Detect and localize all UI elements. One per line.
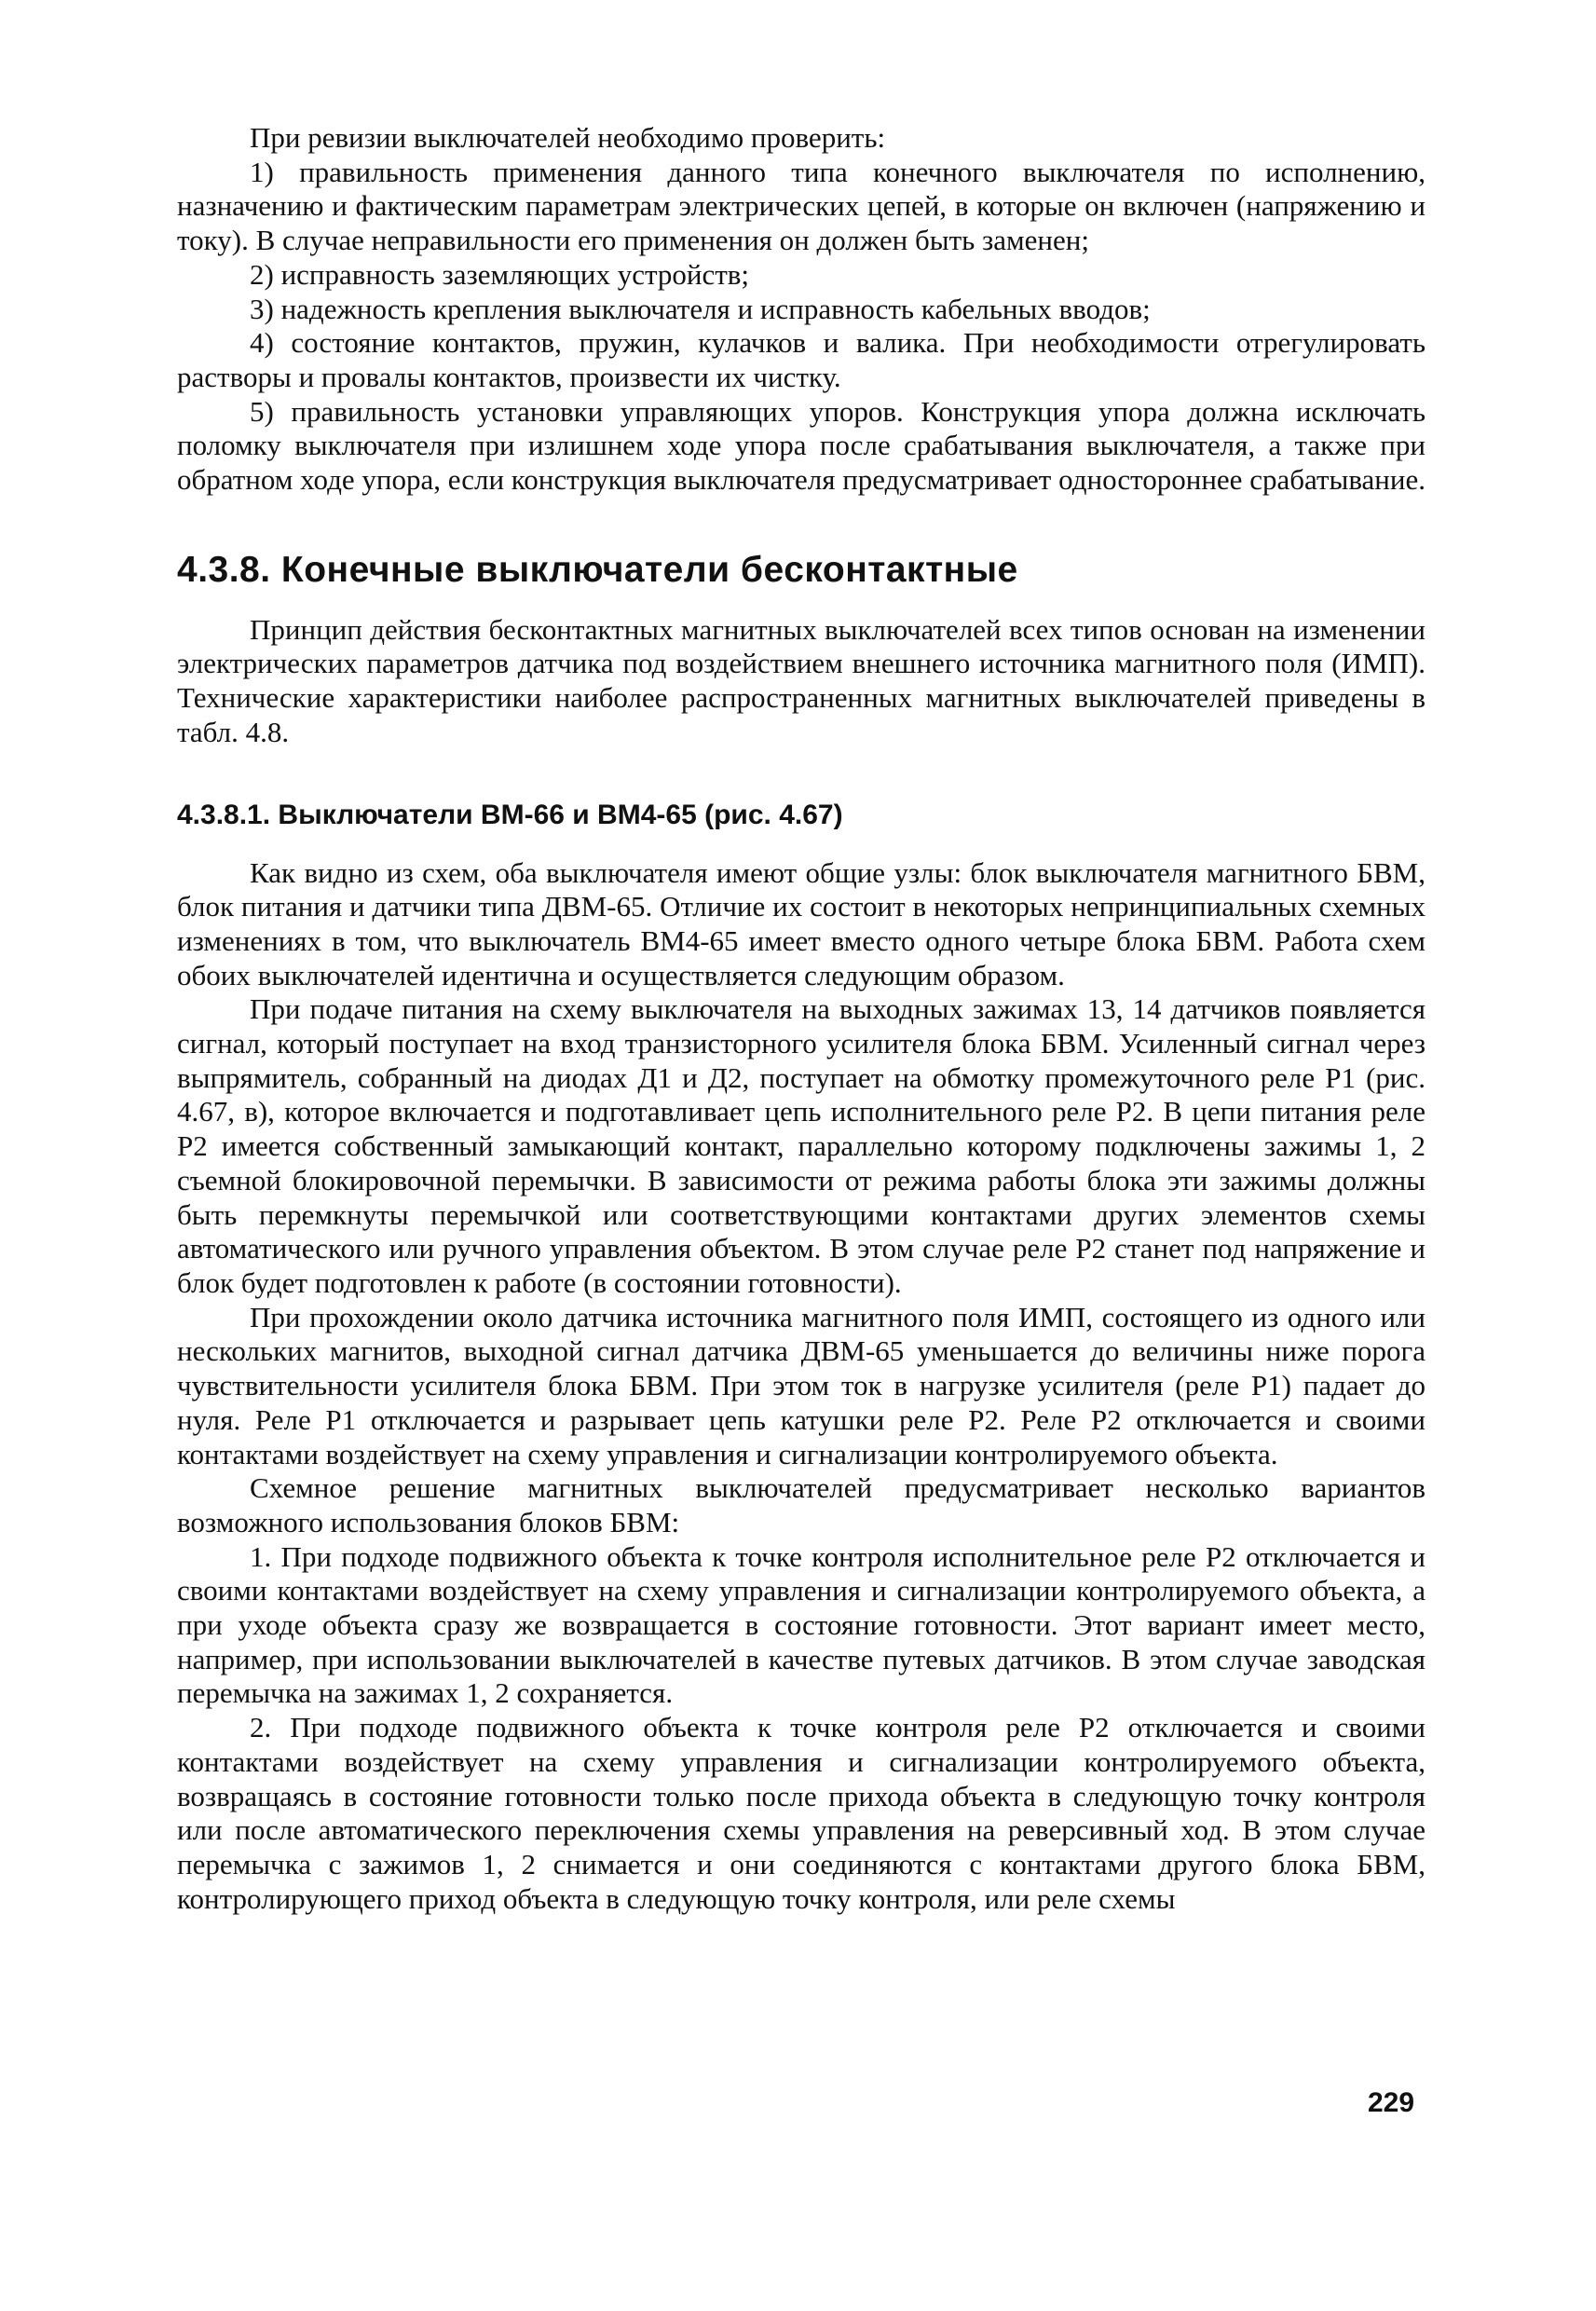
- check-item-2: 2) исправность заземляющих устройств;: [250, 257, 750, 291]
- subsection-heading: 4.3.8.1. Выключатели ВМ-66 и ВМ4-65 (рис. 4.67): [177, 799, 843, 830]
- check-item-4: 4) состояние контактов, пружин, кулачков и валика. При необходимости отрегулировать растворы и провалы контактов, произвести их чистку.: [177, 326, 1425, 393]
- check-item-3: 3) надежность крепления выключателя и исправность кабельных вводов;: [250, 292, 1151, 325]
- section-heading: 4.3.8. Конечные выключатели бесконтактные: [177, 549, 1018, 590]
- page-number: 229: [1368, 2087, 1415, 2118]
- variant-2-paragraph: 2. При подходе подвижного объекта к точке контроля реле Р2 отключается и своими контактами воздействует на схему управления и сигнализации контролируемого объекта, возвращаясь в состояние готовности только после прихода объекта в следующую точку контроля или после автоматического переключения схемы управления на реверсивный ход. В этом случае перемычка с зажимов 1, 2 снимается и они соединяются с контактами другого блока БВМ, контролирующего приход объекта в следующую точку контроля, или реле схемы: [177, 1711, 1425, 1915]
- body-paragraph: При прохождении около датчика источника магнитного поля ИМП, состоящего из одного или нескольких магнитов, выходной сигнал датчика ДВМ-65 уменьшается до величины ниже порога чувствительности усилителя блока БВМ. При этом ток в нагрузке усилителя (реле Р1) падает до нуля. Реле Р1 отключается и разрывает цепь катушки реле Р2. Реле Р2 отключается и своими контактами воздействует на схему управления и сигнализации контролируемого объекта.: [177, 1300, 1425, 1470]
- section-paragraph: Принцип действия бесконтактных магнитных выключателей всех типов основан на изменении электрических параметров датчика под воздействием внешнего источника магнитного поля (ИМП). Технические характеристики наиболее распространенных магнитных выключателей приведены в табл. 4.8.: [177, 612, 1425, 748]
- body-paragraph: Как видно из схем, оба выключателя имеют общие узлы: блок выключателя магнитного БВМ, блок питания и датчики типа ДВМ-65. Отличие их состоит в некоторых непринципиальных схемных изменениях в том, что выключатель ВМ4-65 имеет вместо одного четыре блока БВМ. Работа схем обоих выключателей идентична и осуществляется следующим образом.: [177, 855, 1425, 991]
- check-item-5: 5) правильность установки управляющих упоров. Конструкция упора должна исключать поломку выключателя при излишнем ходе упора после срабатывания выключателя, а также при обратном ходе упора, если конструкция выключателя предусматривает одностороннее срабатывание.: [177, 394, 1425, 497]
- body-paragraph: При подаче питания на схему выключателя на выходных зажимах 13, 14 датчиков появляется сигнал, который поступает на вход транзисторного усилителя блока БВМ. Усиленный сигнал через выпрямитель, собранный на диодах Д1 и Д2, поступает на обмотку промежуточного реле Р1 (рис. 4.67, в), которое включается и подготавливает цепь исполнительного реле Р2. В цепи питания реле Р2 имеется собственный замыкающий контакт, параллельно которому подключены зажимы 1, 2 съемной блокировочной перемычки. В зависимости от режима работы блока эти зажимы должны быть перемкнуты перемычкой или соответствующими контактами других элементов схемы автоматического или ручного управления объектом. В этом случае реле Р2 станет под напряжение и блок будет подготовлен к работе (в состоянии готовности).: [177, 992, 1425, 1299]
- variant-1-paragraph: 1. При подходе подвижного объекта к точке контроля исполнительное реле Р2 отключается и своими контактами воздействует на схему управления и сигнализации контролируемого объекта, а при уходе объекта сразу же возвращается в состояние готовности. Этот вариант имеет место, например, при использовании выключателей в качестве путевых датчиков. В этом случае заводская перемычка на зажимах 1, 2 сохраняется.: [177, 1539, 1425, 1710]
- intro-lead: При ревизии выключателей необходимо проверить:: [250, 121, 886, 154]
- page-body: [177, 121, 1425, 1916]
- check-item-1: 1) правильность применения данного типа конечного выключателя по исполнению, назначению и фактическим параметрам электрических цепей, в которые он включен (напряжению и току). В случае неправильности его применения он должен быть заменен;: [177, 155, 1425, 257]
- body-paragraph: Схемное решение магнитных выключателей предусматривает несколько вариантов возможного использования блоков БВМ:: [177, 1471, 1425, 1538]
